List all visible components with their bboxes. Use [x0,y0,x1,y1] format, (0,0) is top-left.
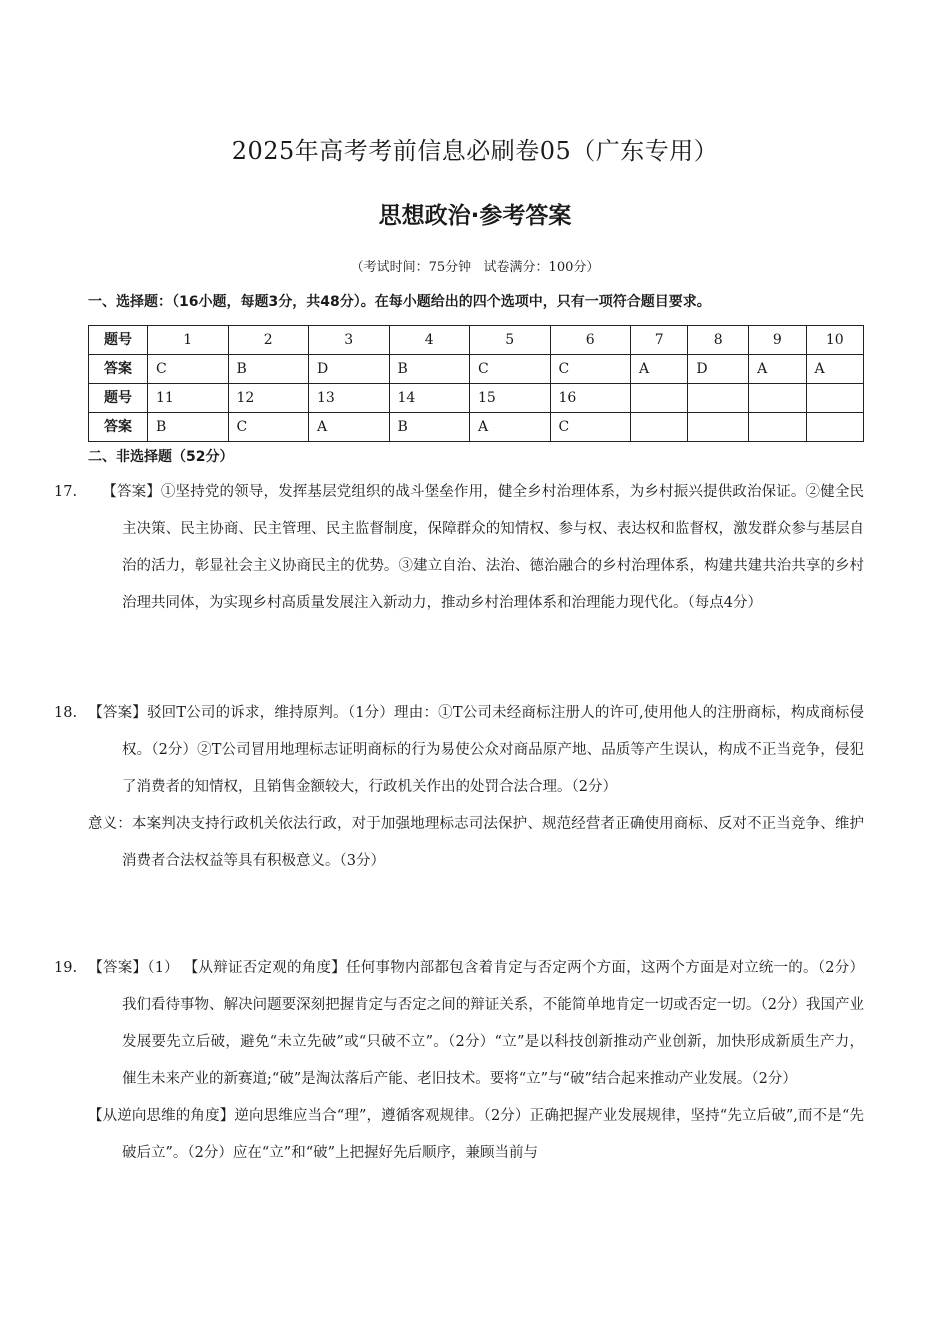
answer-cell: D [688,355,749,384]
question-number-cell [631,384,688,413]
question-number-cell: 7 [631,326,688,355]
answer-cell [749,413,806,442]
question-18-answer [54,695,864,880]
question-number-cell: 13 [309,384,390,413]
exam-info: （考试时间：75分钟 试卷满分：100分） [350,260,600,275]
question-number-cell: 12 [228,384,309,413]
significance-paragraph: 意义：本案判决支持行政机关依法行政，对于加强地理标志司法保护、规范经营者正确使用商标、反对不正当竞争、维护消费者合法权益等具有积极意义。（3分） [88,816,864,869]
row-label: 答案 [89,355,148,384]
answer-paragraph: 17. 【答案】①坚持党的领导，发挥基层党组织的战斗堡垒作用，健全乡村治理体系，为乡村振兴提供政治保证。②健全民主决策、民主协商、民主管理、民主监督制度，保障群众的知情权、参与权、表达权和监督权，激发群众参与基层自治的活力，彰显社会主义协商民主的优势。③建立自治、法治、德治融合的乡村治理体系，构建共建共治共享的乡村治理共同体，为实现乡村高质量发展注入新动力，推动乡村治理体系和治理能力现代化。（每点4分） [54,484,865,611]
row-label: 题号 [89,326,148,355]
document-subtitle: 思想政治·参考答案 [378,203,572,229]
answer-cell: B [148,413,229,442]
answer-text: 【答案】（1） 【从辩证否定观的角度】任何事物内部都包含着肯定与否定两个方面，这两个方面是对立统一的。（2分）我们看待事物、解决问题要深刻把握肯定与否定之间的辩证关系，不能简单地肯定一切或否定一切。（2分）我国产业发展要先立后破，避免“未立先破”或“只破不立”。（2分）“立”是以科技创新推动产业创新，加快形成新质生产力，催生未来产业的新赛道;“破”是淘汰落后产能、老旧技术。要将“立”与“破”结合起来推动产业发展。（2分） [88,960,864,1087]
question-number-cell: 11 [148,384,229,413]
question-number-cell: 16 [550,384,631,413]
question-number-cell: 9 [749,326,806,355]
answer-cell: D [309,355,390,384]
question-number-cell [806,384,864,413]
question-number-cell [749,384,806,413]
question-number-cell: 3 [309,326,390,355]
answer-cell: A [309,413,390,442]
table-row [89,384,864,413]
row-label: 题号 [89,384,148,413]
question-number-cell: 1 [148,326,229,355]
answer-paragraph: 18. 【答案】驳回T公司的诉求，维持原判。（1分）理由：①T公司未经商标注册人的许可,使用他人的注册商标，构成商标侵权。（2分）②T公司冒用地理标志证明商标的行为易使公众对商品原产地、品质等产生误认，构成不正当竞争，侵犯了消费者的知情权，且销售金额较大，行政机关作出的处罚合法合理。（2分） [54,705,864,795]
question-number-cell [688,384,749,413]
answer-cell: A [749,355,806,384]
table-row [89,413,864,442]
answer-paragraph: 19. 【答案】（1） 【从辩证否定观的角度】任何事物内部都包含着肯定与否定两个方面，这两个方面是对立统一的。（2分）我们看待事物、解决问题要深刻把握肯定与否定之间的辩证关系，不能简单地肯定一切或否定一切。（2分）我国产业发展要先立后破，避免“未立先破”或“只破不立”。（2分）“立”是以科技创新推动产业创新，加快形成新质生产力，催生未来产业的新赛道;“破”是淘汰落后产能、老旧技术。要将“立”与“破”结合起来推动产业发展。（2分） [54,960,864,1087]
answer-cell [806,413,864,442]
table-row [89,326,864,355]
answer-cell: C [148,355,229,384]
row-label: 答案 [89,413,148,442]
question-number-cell: 4 [389,326,470,355]
question-number-cell: 10 [806,326,864,355]
answer-cell: A [806,355,864,384]
question-number-cell: 2 [228,326,309,355]
answer-cell: C [470,355,551,384]
answer-table [88,325,864,442]
section1-heading: 一、选择题：（16小题，每题3分，共48分）。在每小题给出的四个选项中，只有一项符合题目要求。 [88,294,711,310]
answer-cell [631,413,688,442]
question-number-cell: 8 [688,326,749,355]
answer-cell: C [550,413,631,442]
question-number-cell: 15 [470,384,551,413]
answer-cell: C [228,413,309,442]
question-17-answer [54,474,865,622]
question-number-cell: 5 [470,326,551,355]
question-number-cell: 14 [389,384,470,413]
answer-cell: B [389,355,470,384]
table-row [89,355,864,384]
document-title: 2025年高考考前信息必刷卷05（广东专用） [231,137,719,165]
answer-paragraph-2: 【从逆向思维的角度】逆向思维应当合“理”，遵循客观规律。（2分）正确把握产业发展规律，坚持“先立后破”,而不是“先破后立”。（2分）应在“立”和“破”上把握好先后顺序，兼顾当前与 [88,1108,864,1161]
question-number-cell: 6 [550,326,631,355]
section2-heading: 二、非选择题（52分） [88,449,234,465]
question-19-answer [54,950,864,1172]
answer-text: 【答案】①坚持党的领导，发挥基层党组织的战斗堡垒作用，健全乡村治理体系，为乡村振兴提供政治保证。②健全民主决策、民主协商、民主管理、民主监督制度，保障群众的知情权、参与权、表达权和监督权，激发群众参与基层自治的活力，彰显社会主义协商民主的优势。③建立自治、法治、德治融合的乡村治理体系，构建共建共治共享的乡村治理共同体，为实现乡村高质量发展注入新动力，推动乡村治理体系和治理能力现代化。（每点4分） [102,484,865,611]
answer-cell: B [228,355,309,384]
answer-cell: C [550,355,631,384]
answer-cell: A [631,355,688,384]
answer-cell: A [470,413,551,442]
answer-cell [688,413,749,442]
answer-cell: B [389,413,470,442]
answer-text: 【答案】驳回T公司的诉求，维持原判。（1分）理由：①T公司未经商标注册人的许可,使用他人的注册商标，构成商标侵权。（2分）②T公司冒用地理标志证明商标的行为易使公众对商品原产地、品质等产生误认，构成不正当竞争，侵犯了消费者的知情权，且销售金额较大，行政机关作出的处罚合法合理。（2分） [88,705,864,795]
